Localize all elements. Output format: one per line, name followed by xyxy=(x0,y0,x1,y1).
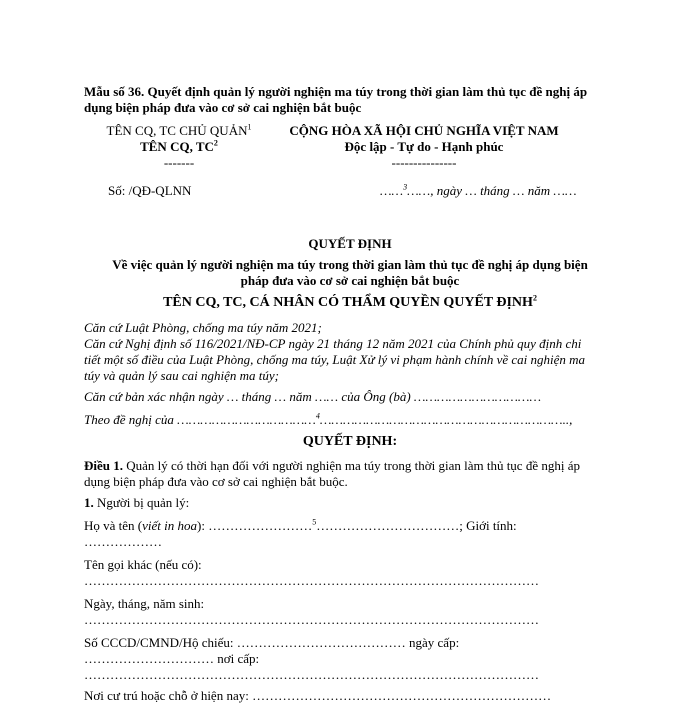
item1-person: 1. Người bị quản lý: xyxy=(84,495,190,510)
basis-line6: Theo đề nghị của ………………………………$^4$……………………………………………………….., xyxy=(84,411,573,427)
form-heading-line1: Mẫu số 36. Quyết định quản lý người nghiện ma túy trong thời gian làm thủ tục đề nghị áp xyxy=(84,84,588,99)
id-dots: …………………………………………………………………………………………… xyxy=(84,667,539,682)
basis-line2: Căn cứ Nghị định số 116/2021/NĐ-CP ngày 21 tháng 12 năm 2021 của Chính phủ quy định chi xyxy=(84,336,582,351)
form-heading-line2: dụng biện pháp đưa vào cơ sở cai nghiện bắt buộc xyxy=(84,100,362,115)
gender-dots: ……………… xyxy=(84,534,162,549)
id-issue-place: ………………………… nơi cấp: xyxy=(84,651,260,666)
id-field: Số CCCD/CMND/Hộ chiếu: ………………………………… ngày cấp: xyxy=(84,635,460,650)
motto-divider: --------------- xyxy=(391,155,457,170)
basis-line5: Căn cứ bản xác nhận ngày … tháng … năm …… của Ông (bà) …………………………… xyxy=(84,389,542,404)
article1-line2: dụng biện pháp đưa vào cơ sở cai nghiện bắt buộc. xyxy=(84,474,348,489)
basis-line1: Căn cứ Luật Phòng, chống ma túy năm 2021; xyxy=(84,320,322,335)
footnote-ref: 5 xyxy=(312,517,317,527)
decision-subject-line2: pháp đưa vào cơ sở cai nghiện bắt buộc xyxy=(240,273,460,288)
footnote-ref: 2 xyxy=(532,293,537,303)
footnote-ref: 3 xyxy=(403,182,408,192)
decision-subject-line1: Về việc quản lý người nghiện ma túy trong thời gian làm thủ tục đề nghị áp dụng biện xyxy=(112,257,588,272)
basis-line4: túy và quản lý sau cai nghiện ma túy; xyxy=(84,368,279,383)
alias-label: Tên gọi khác (nếu có): xyxy=(84,557,202,572)
decision-authority: TÊN CQ, TC, CÁ NHÂN CÓ THẨM QUYỀN QUYẾT ĐỊNH$^2$ xyxy=(163,293,537,310)
decision-title: QUYẾT ĐỊNH xyxy=(308,236,392,251)
residence-field: Nơi cư trú hoặc chỗ ở hiện nay: …………………………………………………………… xyxy=(84,688,552,703)
agency-divider: ------- xyxy=(163,155,195,170)
document-number: Số: /QĐ-QLNN xyxy=(108,183,192,198)
fullname-field: Họ và tên (viết in hoa): ……………………$^5$……………………………; Giới tính: xyxy=(84,517,517,533)
agency-name: TÊN CQ, $TC^2$ xyxy=(140,138,218,154)
country-name: CỘNG HÒA XÃ HỘI CHỦ NGHĨA VIỆT NAM xyxy=(289,123,559,138)
alias-dots: …………………………………………………………………………………………… xyxy=(84,573,539,588)
footnote-ref: 1 xyxy=(247,122,252,132)
decision-heading: QUYẾT ĐỊNH: xyxy=(302,434,398,449)
article1-line1: Điều 1. Quản lý có thời hạn đối với người nghiện ma túy trong thời gian làm thủ tục đề nghị áp xyxy=(84,458,580,473)
dob-dots: …………………………………………………………………………………………… xyxy=(84,612,539,627)
place-date: ……$^3$……, ngày … tháng … năm …… xyxy=(380,182,577,198)
agency-parent: TÊN CQ, TC CHỦ QUẢN$^1$ xyxy=(106,122,252,138)
dob-label: Ngày, tháng, năm sinh: xyxy=(84,596,205,611)
footnote-ref: 2 xyxy=(213,138,218,148)
national-motto: Độc lập - Tự do - Hạnh phúc xyxy=(344,139,504,154)
basis-line3: tiết một số điều của Luật Phòng, chống ma túy, Luật Xử lý vi phạm hành chính về cai nghiện ma xyxy=(84,352,586,367)
footnote-ref: 4 xyxy=(315,411,320,421)
